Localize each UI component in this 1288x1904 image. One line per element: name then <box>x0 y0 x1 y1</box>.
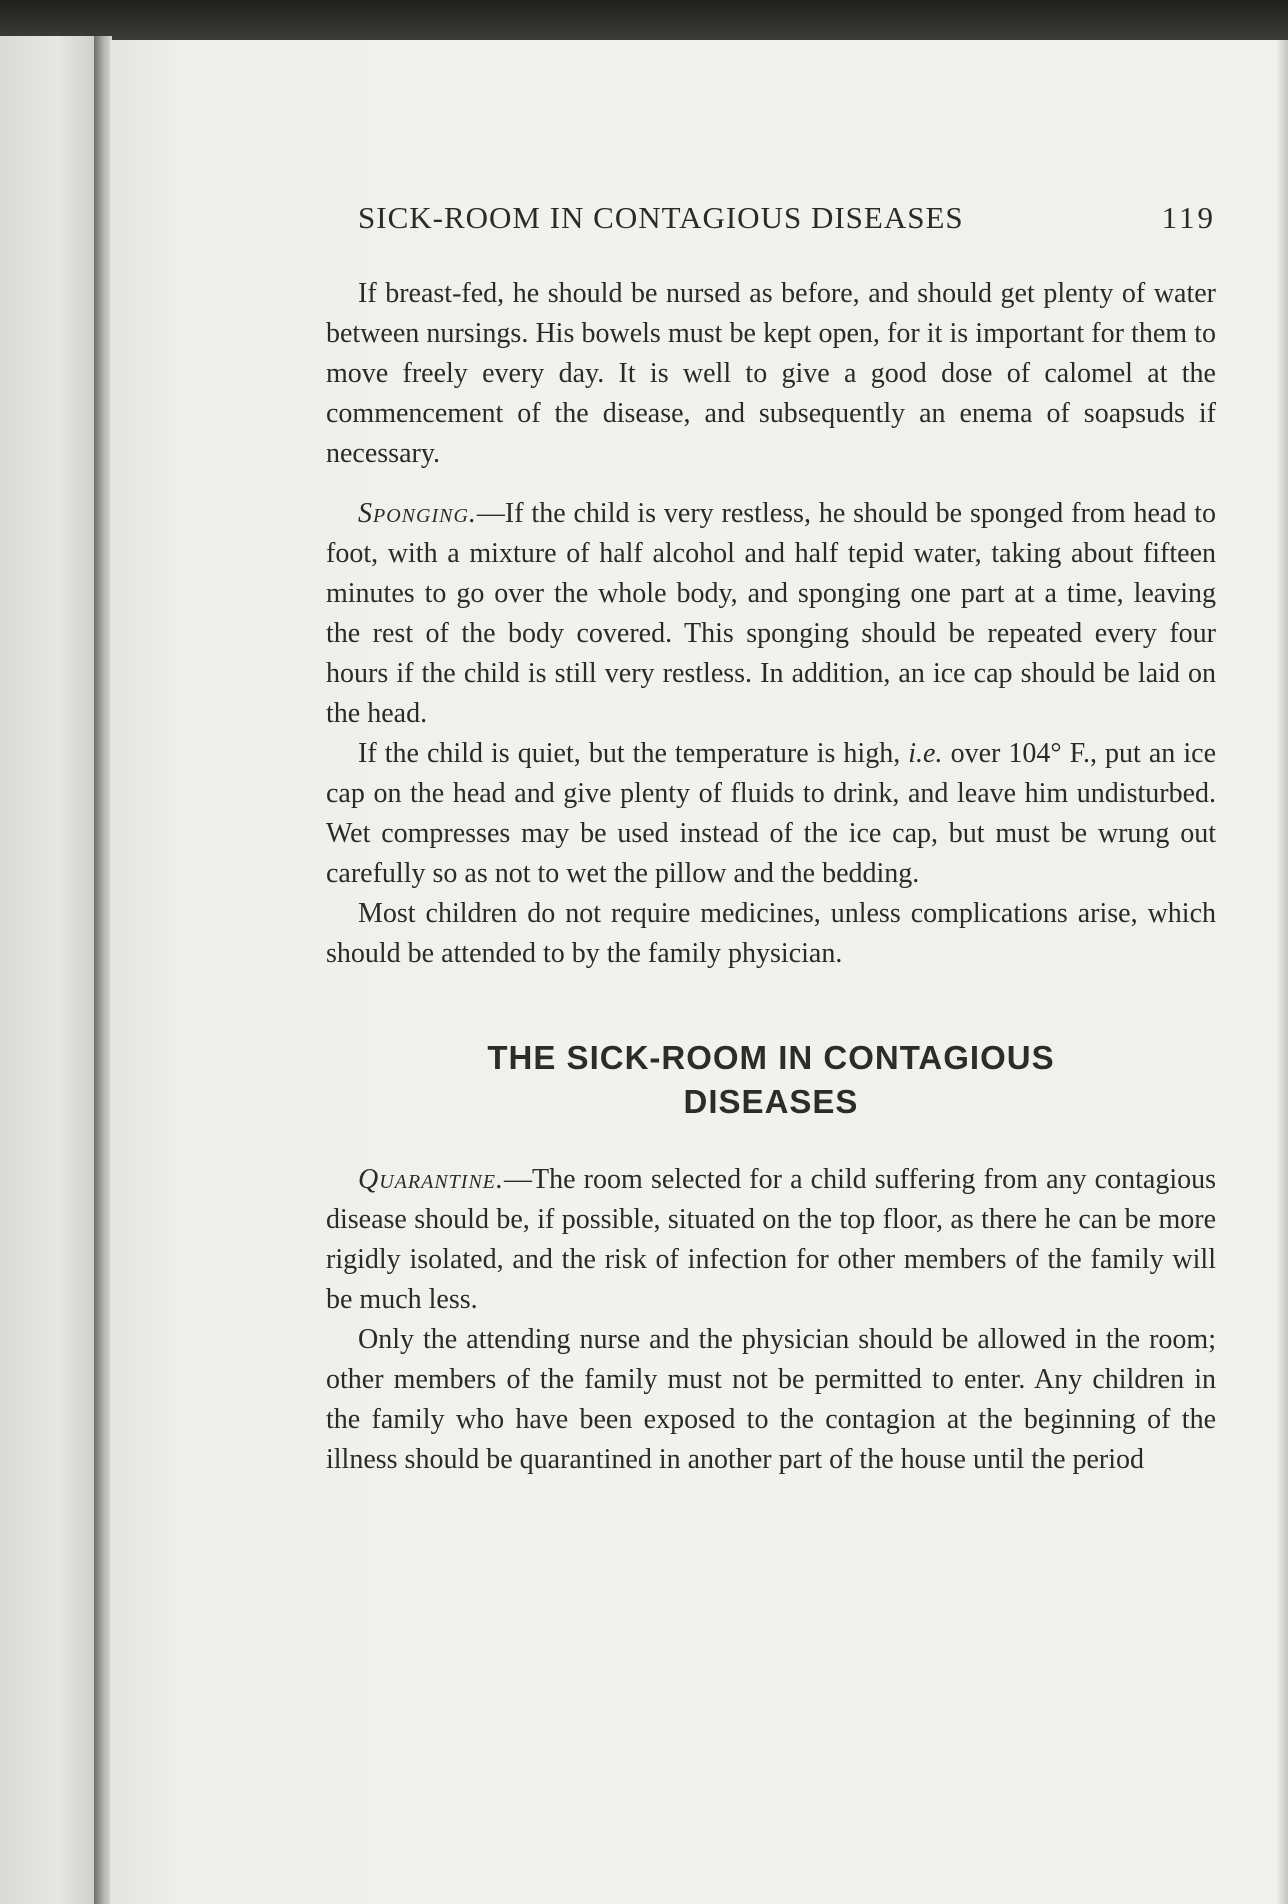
paragraph-quarantine <box>326 1160 1216 1320</box>
ie-abbrev: i.e. <box>908 738 943 769</box>
quiet-child-part2: over 104° F., put an ice cap on the head and give plenty of fluids to drink, and leave him undisturbed. Wet compresses may be used instead of the ice cap, but must be wrung out carefully so as not to wet the pillow and the bedding. <box>326 738 1216 889</box>
page-number: 119 <box>1161 200 1216 235</box>
quarantine-lead: Quarantine. <box>358 1164 504 1195</box>
paragraph-quiet-child <box>326 734 1216 894</box>
facing-page-edge <box>0 36 96 1904</box>
scan-top-edge <box>0 0 1288 40</box>
paragraph-sponging <box>326 494 1216 734</box>
page-body <box>326 274 1216 1480</box>
paragraph-medicines: Most children do not require medicines, unless complications arise, which should be attended to by the family physician. <box>326 898 1216 969</box>
running-head-title: SICK-ROOM IN CONTAGIOUS DISEASES <box>358 200 964 235</box>
section-heading-line1: THE SICK-ROOM IN CONTAGIOUS <box>487 1039 1055 1076</box>
sponging-text: —If the child is very restless, he should be sponged from head to foot, with a mixture of half alcohol and half tepid water, taking about fifteen minutes to go over the whole body, and sponging one part at a time, leaving the rest of the body covered. This sponging should be repeated every four hours if the child is still very restless. In addition, an ice cap should be laid on the head. <box>326 498 1216 729</box>
sponging-lead: Sponging. <box>358 498 477 529</box>
section-heading <box>326 1036 1216 1124</box>
paragraph-breast-fed: If breast-fed, he should be nursed as before, and should get plenty of water between nursings. His bowels must be kept open, for it is important for them to move freely every day. It is well to give a good dose of calomel at the commencement of the disease, and subsequently an enema of soapsuds if necessary. <box>326 278 1216 469</box>
running-head <box>358 196 1216 240</box>
quarantine-text: —The room selected for a child suffering from any contagious disease should be, if possible, situated on the top floor, as there he can be more rigidly isolated, and the risk of infection for other members of the family will be much less. <box>326 1164 1216 1315</box>
section-heading-line2: DISEASES <box>683 1083 859 1120</box>
paragraph-attending: Only the attending nurse and the physician should be allowed in the room; other members of the family must not be permitted to enter. Any children in the family who have been exposed to the contagion at the beginning of the illness should be quarantined in another part of the house until the period <box>326 1324 1216 1475</box>
book-page <box>110 40 1288 1904</box>
quiet-child-part1: If the child is quiet, but the temperature is high, <box>358 738 909 769</box>
page-right-shadow <box>1276 40 1288 1904</box>
